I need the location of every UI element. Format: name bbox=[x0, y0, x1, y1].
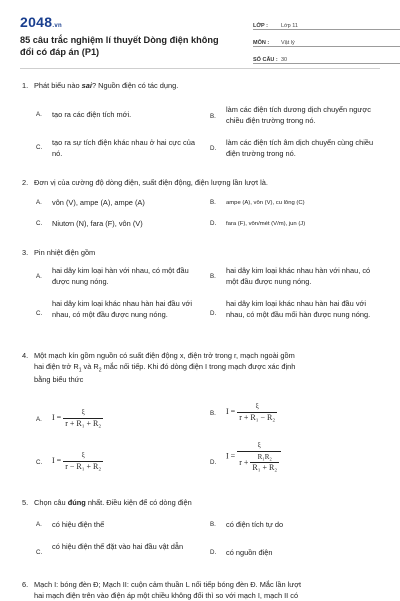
header bbox=[20, 14, 380, 63]
formula-c: I = $\frac{\xi}{\text{r − R₁ + R₂}}$ bbox=[52, 451, 102, 471]
meta-box bbox=[253, 16, 400, 67]
option-c[interactable]: C. Niutơn (N), fara (F), vôn (V) bbox=[36, 219, 143, 228]
formula-b: I = $\frac{\xi}{\text{r + R₁ − R₂}}$ bbox=[226, 402, 276, 422]
meta-count: SỐ CÂU : 30 bbox=[253, 50, 400, 64]
option-c[interactable]: C. tạo ra sự tích điện khác nhau ở hai cực của nó. bbox=[36, 138, 195, 158]
meta-grade: LỚP : Lớp 11 bbox=[253, 16, 400, 30]
option-b[interactable]: B. ampe (A), vôn (V), cu lông (C) bbox=[210, 199, 305, 206]
option-b[interactable]: B. I = $\frac{\xi}{\text{r + R₁ − R₂}}$ bbox=[210, 401, 380, 423]
page-title: 85 câu trắc nghiệm lí thuyết Dòng điện không đổi có đáp án (P1) bbox=[20, 35, 219, 57]
option-a[interactable]: A. I = $\frac{\xi}{\text{r + R₁ + R₂}}$ bbox=[36, 407, 196, 429]
option-c[interactable]: C. hai dây kim loại khác nhau hàn hai đầu với nhau, có một đầu được nung nóng. bbox=[36, 299, 193, 319]
option-d[interactable]: D. có nguồn điện bbox=[210, 548, 273, 557]
question-text: Phát biểu nào sai? Nguồn điện có tác dụng. bbox=[34, 81, 179, 90]
question-text: Đơn vị của cường độ dòng điện, suất điện động, điện lượng lần lượt là. bbox=[34, 178, 268, 187]
question-3: 3. Pin nhiệt điện gồm A. hai dây kim loại hàn với nhau, có một đầu được nung nóng. B. hai dây kim loại khác nhau hàn với nhau, có một đầu được nung nóng. C. hai dây kim loại khác nhau hàn hai đầu với nhau, có một đầu được nung nóng. D. hai dây kim loại khác nhau hàn hai đầu với nhau, có một đầu mối hàn được nung nóng. bbox=[22, 248, 380, 259]
meta-subject: MÔN : Vật lý bbox=[253, 33, 400, 47]
question-5: 5. Chọn câu đúng nhất. Điều kiện để có dòng điện A. có hiệu điện thế B. có điện tích tự do C. có hiệu điện thế đặt vào hai đầu vật dẫn D. có nguồn điện bbox=[22, 498, 380, 509]
site-logo[interactable]: 2048.vn bbox=[20, 14, 62, 30]
option-b[interactable]: B. làm các điện tích dương dịch chuyển ngược chiều điện trường trong nó. bbox=[210, 105, 371, 125]
option-d[interactable]: D. I = ξ r + $\frac{\text{R₁R₂}}{\text{R₁ + R₂}}$ bbox=[210, 440, 380, 474]
option-a[interactable]: A. vôn (V), ampe (A), ampe (A) bbox=[36, 198, 145, 207]
option-c[interactable]: C. có hiệu điện thế đặt vào hai đầu vật dẫn bbox=[36, 542, 184, 556]
option-a[interactable]: A. có hiệu điện thế bbox=[36, 520, 105, 529]
question-6: 6. Mạch I: bóng đèn Đ; Mạch II: cuộn cảm thuần L nối tiếp bóng đèn Đ. Mắc lần lượt hai mạch điện trên vào điện áp một chiều không đổi thì so với mạch I, mạch II có bbox=[22, 580, 380, 601]
option-d[interactable]: D. làm các điện tích âm dịch chuyển cùng chiều điện trường trong nó. bbox=[210, 138, 374, 158]
header-divider bbox=[20, 68, 380, 69]
option-c[interactable]: C. I = $\frac{\xi}{\text{r − R₁ + R₂}}$ bbox=[36, 450, 196, 472]
question-text: Một mạch kín gồm nguồn có suất điện động x, điện trở trong r, mạch ngoài gồm hai điện trở $R_1$ và $R_2$ mắc nối tiếp. Khi đó dòng điện I trong mạch được xác định bằng biểu thức bbox=[34, 351, 296, 385]
option-b[interactable]: B. có điện tích tự do bbox=[210, 520, 284, 529]
question-text: Mạch I: bóng đèn Đ; Mạch II: cuộn cảm thuần L nối tiếp bóng đèn Đ. Mắc lần lượt hai mạch điện trên vào điện áp một chiều không đổi thì so với mạch I, mạch II có bbox=[34, 580, 302, 600]
question-2: 2. Đơn vị của cường độ dòng điện, suất điện động, điện lượng lần lượt là. A. vôn (V), ampe (A), ampe (A) B. ampe (A), vôn (V), cu lông (C) C. Niutơn (N), fara (F), vôn (V) D. fara (F), vôn/mét (V/m), jun (J) bbox=[22, 178, 380, 189]
question-4: 4. Một mạch kín gồm nguồn có suất điện động x, điện trở trong r, mạch ngoài gồm hai điện trở $R_1$ và $R_2$ mắc nối tiếp. Khi đó dòng điện I trong mạch được xác định bằng biểu thức A. I = $\frac{\xi}{\text{r + R₁ + R₂}}$ B. I = $\frac{\xi}{\text{r + R₁ − R₂}}$ C. I = $\frac{\xi}{\text{r − R₁ + R₂}}$ D. I = ξ r + $\frac{\text{R₁R₂}}{\text{R₁ + R₂}}$ bbox=[22, 351, 380, 386]
question-1: 1. Phát biểu nào sai? Nguồn điện có tác dụng. A. tạo ra các điện tích mới. B. làm các điện tích dương dịch chuyển ngược chiều điện trường trong nó. C. tạo ra sự tích điện khác nhau ở hai cực của nó. D. làm các điện tích âm dịch chuyển cùng chiều điện trường trong nó. bbox=[22, 81, 380, 92]
question-text: Chọn câu đúng nhất. Điều kiện để có dòng điện bbox=[34, 498, 192, 507]
option-d[interactable]: D. fara (F), vôn/mét (V/m), jun (J) bbox=[210, 220, 306, 227]
option-b[interactable]: B. hai dây kim loại khác nhau hàn với nhau, có một đầu được nung nóng. bbox=[210, 266, 371, 286]
option-a[interactable]: A. tạo ra các điện tích mới. bbox=[36, 110, 132, 119]
question-text: Pin nhiệt điện gồm bbox=[34, 248, 96, 257]
formula-a: I = $\frac{\xi}{\text{r + R₁ + R₂}}$ bbox=[52, 408, 102, 428]
formula-d: I = ξ r + $\frac{\text{R₁R₂}}{\text{R₁ + R₂}}$ bbox=[226, 440, 380, 474]
option-d[interactable]: D. hai dây kim loại khác nhau hàn hai đầu với nhau, có một đầu mối hàn được nung nóng. bbox=[210, 299, 371, 319]
option-a[interactable]: A. hai dây kim loại hàn với nhau, có một đầu được nung nóng. bbox=[36, 266, 189, 286]
